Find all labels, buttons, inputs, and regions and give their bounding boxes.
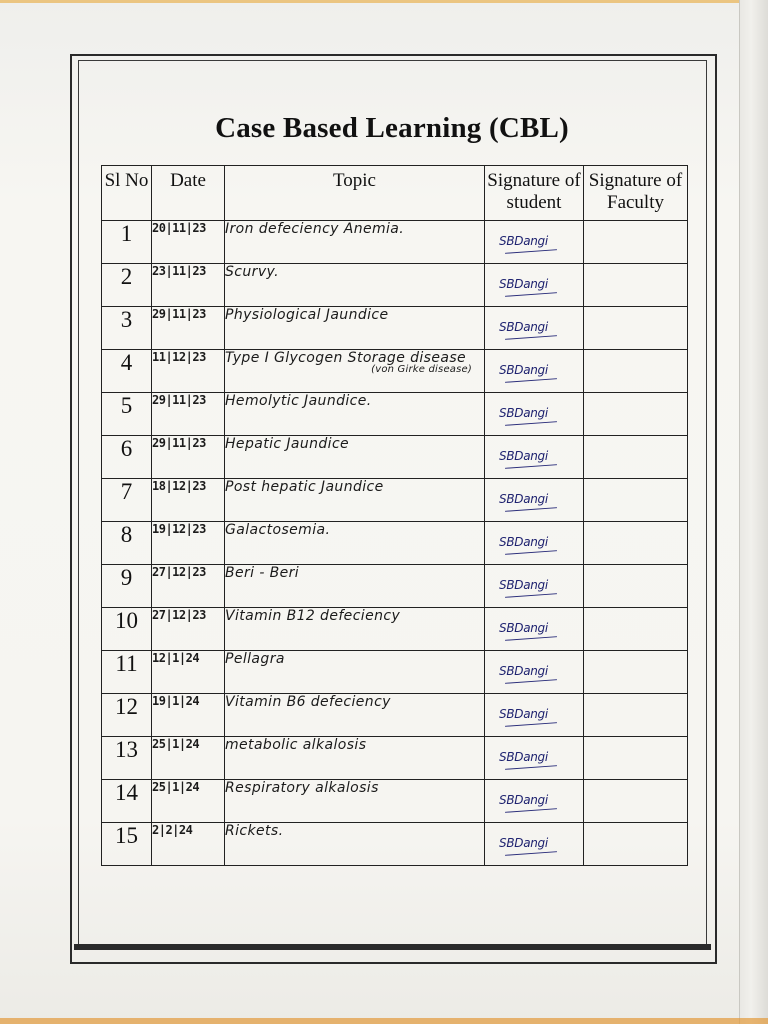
cell-date: 19|12|23: [152, 522, 225, 565]
topic-text: Beri - Beri: [225, 565, 300, 581]
topic-text: Scurvy.: [225, 264, 279, 280]
student-signature: SBDangi: [499, 664, 548, 678]
student-signature: SBDangi: [499, 793, 548, 807]
topic-text: Iron defeciency Anemia.: [225, 221, 405, 237]
table-row: [102, 393, 688, 436]
topic-text: Type I Glycogen Storage disease: [225, 350, 467, 366]
topic-text: metabolic alkalosis: [225, 737, 367, 753]
cell-sl-no: 11: [102, 651, 152, 694]
cell-topic: [225, 565, 485, 608]
cell-date: 25|1|24: [152, 737, 225, 780]
table-row: [102, 436, 688, 479]
cell-signature-student: [485, 350, 584, 393]
next-page-edge: [739, 0, 768, 1024]
cell-signature-faculty: [584, 264, 688, 307]
table-header-row: [102, 166, 688, 221]
signature-underline: [505, 464, 557, 469]
student-signature: SBDangi: [499, 277, 548, 291]
cell-sl-no: 7: [102, 479, 152, 522]
header-topic: Topic: [225, 166, 485, 221]
topic-text: Rickets.: [225, 823, 284, 839]
cell-signature-student: [485, 264, 584, 307]
topic-text: Vitamin B6 defeciency: [225, 694, 391, 710]
table-row: [102, 694, 688, 737]
cell-signature-faculty: [584, 694, 688, 737]
cell-sl-no: 2: [102, 264, 152, 307]
cell-signature-student: [485, 651, 584, 694]
topic-text: Hepatic Jaundice: [225, 436, 350, 452]
cell-signature-student: [485, 221, 584, 264]
table-row: [102, 780, 688, 823]
cell-date: 25|1|24: [152, 780, 225, 823]
table-row: [102, 479, 688, 522]
signature-underline: [505, 593, 557, 598]
cell-topic: [225, 307, 485, 350]
table-row: [102, 350, 688, 393]
cell-signature-faculty: [584, 565, 688, 608]
paper-top-edge: [0, 0, 768, 3]
table-row: [102, 608, 688, 651]
signature-underline: [505, 765, 557, 770]
topic-text: Pellagra: [225, 651, 285, 667]
cell-signature-student: [485, 694, 584, 737]
signature-underline: [505, 679, 557, 684]
cell-signature-student: [485, 393, 584, 436]
cell-topic: [225, 350, 485, 393]
topic-note: (von Girke disease): [371, 364, 472, 375]
table-row: [102, 737, 688, 780]
cell-signature-faculty: [584, 651, 688, 694]
cell-signature-student: [485, 823, 584, 866]
student-signature: SBDangi: [499, 492, 548, 506]
signature-underline: [505, 249, 557, 254]
cell-signature-student: [485, 307, 584, 350]
signature-underline: [505, 851, 557, 856]
cell-signature-student: [485, 608, 584, 651]
cell-signature-faculty: [584, 350, 688, 393]
cell-sl-no: 10: [102, 608, 152, 651]
cell-signature-student: [485, 737, 584, 780]
cell-sl-no: 9: [102, 565, 152, 608]
table-row: [102, 565, 688, 608]
cell-signature-student: [485, 780, 584, 823]
cell-date: 2|2|24: [152, 823, 225, 866]
table-row: [102, 307, 688, 350]
signature-underline: [505, 808, 557, 813]
student-signature: SBDangi: [499, 406, 548, 420]
signature-underline: [505, 722, 557, 727]
student-signature: SBDangi: [499, 363, 548, 377]
table-row: [102, 651, 688, 694]
cell-sl-no: 14: [102, 780, 152, 823]
cell-signature-faculty: [584, 221, 688, 264]
cell-signature-student: [485, 565, 584, 608]
student-signature: SBDangi: [499, 750, 548, 764]
topic-text: Galactosemia.: [225, 522, 331, 538]
cell-signature-faculty: [584, 436, 688, 479]
cell-date: 18|12|23: [152, 479, 225, 522]
table-row: [102, 522, 688, 565]
table-row: [102, 264, 688, 307]
student-signature: SBDangi: [499, 836, 548, 850]
cell-sl-no: 4: [102, 350, 152, 393]
signature-underline: [505, 378, 557, 383]
cell-signature-faculty: [584, 393, 688, 436]
topic-text: Hemolytic Jaundice.: [225, 393, 372, 409]
cell-topic: [225, 694, 485, 737]
cell-sl-no: 15: [102, 823, 152, 866]
cell-topic: [225, 651, 485, 694]
cell-topic: [225, 737, 485, 780]
cell-topic: [225, 393, 485, 436]
cell-date: 12|1|24: [152, 651, 225, 694]
cell-signature-faculty: [584, 608, 688, 651]
topic-text: Post hepatic Jaundice: [225, 479, 384, 495]
student-signature: SBDangi: [499, 449, 548, 463]
cell-sl-no: 8: [102, 522, 152, 565]
topic-text: Physiological Jaundice: [225, 307, 389, 323]
student-signature: SBDangi: [499, 707, 548, 721]
cbl-table: [101, 165, 688, 866]
topic-text: Vitamin B12 defeciency: [225, 608, 401, 624]
student-signature: SBDangi: [499, 578, 548, 592]
cell-date: 29|11|23: [152, 436, 225, 479]
cell-signature-student: [485, 479, 584, 522]
topic-text: Respiratory alkalosis: [225, 780, 379, 796]
student-signature: SBDangi: [499, 234, 548, 248]
cell-sl-no: 12: [102, 694, 152, 737]
cell-sl-no: 5: [102, 393, 152, 436]
cell-signature-student: [485, 436, 584, 479]
cell-signature-faculty: [584, 737, 688, 780]
page-border-bottom-bar: [74, 944, 711, 950]
cell-date: 29|11|23: [152, 393, 225, 436]
cell-topic: [225, 780, 485, 823]
cell-signature-faculty: [584, 780, 688, 823]
signature-underline: [505, 335, 557, 340]
signature-underline: [505, 550, 557, 555]
cell-date: 29|11|23: [152, 307, 225, 350]
cell-topic: [225, 264, 485, 307]
cell-date: 27|12|23: [152, 608, 225, 651]
header-date: Date: [152, 166, 225, 221]
header-signature-student: Signature of student: [485, 166, 584, 221]
table-row: [102, 823, 688, 866]
cell-topic: [225, 436, 485, 479]
header-sl-no: Sl No: [102, 166, 152, 221]
paper-bottom-edge: [0, 1018, 768, 1024]
student-signature: SBDangi: [499, 320, 548, 334]
cell-date: 20|11|23: [152, 221, 225, 264]
cell-signature-faculty: [584, 522, 688, 565]
table-row: [102, 221, 688, 264]
cell-sl-no: 6: [102, 436, 152, 479]
cell-topic: [225, 479, 485, 522]
cell-signature-faculty: [584, 823, 688, 866]
cell-sl-no: 3: [102, 307, 152, 350]
cell-signature-faculty: [584, 307, 688, 350]
signature-underline: [505, 292, 557, 297]
student-signature: SBDangi: [499, 621, 548, 635]
header-signature-faculty: Signature of Faculty: [584, 166, 688, 221]
cell-topic: [225, 608, 485, 651]
cell-topic: [225, 221, 485, 264]
signature-underline: [505, 507, 557, 512]
cell-topic: [225, 522, 485, 565]
table-body: [102, 221, 688, 866]
cell-date: 19|1|24: [152, 694, 225, 737]
cell-signature-student: [485, 522, 584, 565]
cell-topic: [225, 823, 485, 866]
cell-date: 23|11|23: [152, 264, 225, 307]
cell-sl-no: 13: [102, 737, 152, 780]
signature-underline: [505, 421, 557, 426]
cell-sl-no: 1: [102, 221, 152, 264]
cell-date: 11|12|23: [152, 350, 225, 393]
page-title: Case Based Learning (CBL): [215, 112, 569, 144]
signature-underline: [505, 636, 557, 641]
cell-signature-faculty: [584, 479, 688, 522]
student-signature: SBDangi: [499, 535, 548, 549]
cell-date: 27|12|23: [152, 565, 225, 608]
